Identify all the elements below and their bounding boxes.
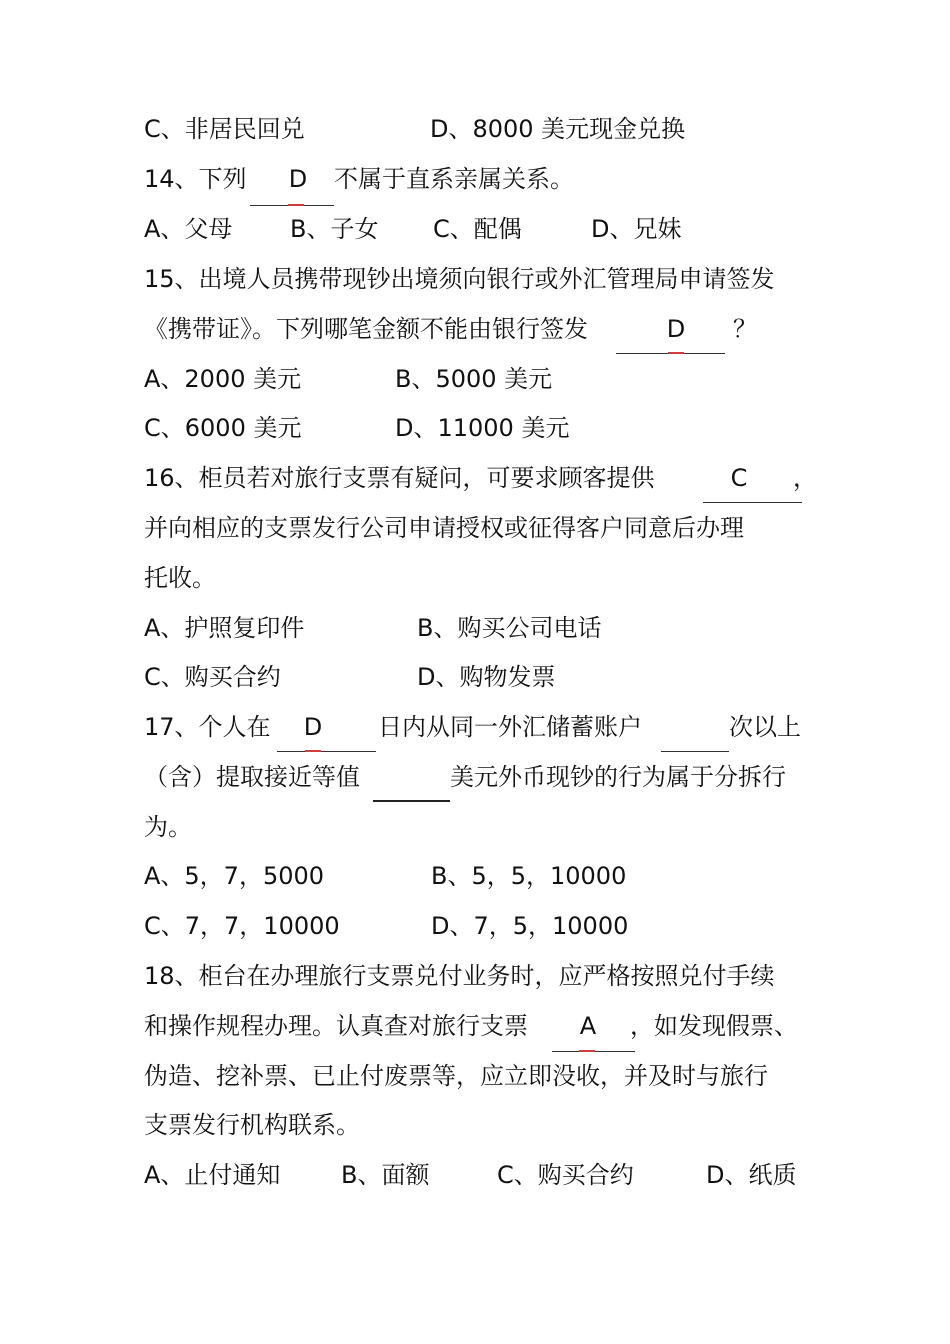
q18-stem-line2-tail: ，如发现假票、 (630, 1012, 798, 1040)
q18-answer-blank (552, 1051, 635, 1052)
q16-answer-blank (703, 502, 802, 503)
q17-blank-times (661, 751, 729, 752)
q18-option-c: C、购买合约 (497, 1161, 634, 1189)
q16-stem-line2: 并向相应的支票发行公司申请授权或征得客户同意后办理 (144, 514, 744, 542)
q16-option-b: B、购买公司电话 (417, 614, 602, 642)
q14-stem-tail: 不属于直系亲属关系。 (334, 165, 574, 193)
q16-option-d: D、购物发票 (417, 663, 556, 691)
q13-option-c: C、非居民回兑 (144, 115, 305, 143)
q14-stem: 14、下列 (144, 165, 247, 193)
q16-answer: C (730, 464, 748, 492)
q15-stem-line1: 15、出境人员携带现钞出境须向银行或外汇管理局申请签发 (144, 265, 775, 293)
q18-option-d: D、纸质 (706, 1161, 797, 1189)
q17-option-c: C、7，7，10000 (144, 912, 340, 940)
q18-stem-line1: 18、柜台在办理旅行支票兑付业务时，应严格按照兑付手续 (144, 962, 775, 990)
q18-option-b: B、面额 (341, 1161, 430, 1189)
q18-stem-line4: 支票发行机构联系。 (144, 1111, 360, 1139)
q18-option-a: A、止付通知 (144, 1161, 281, 1189)
q17-stem-mid: 日内从同一外汇储蓄账户 (378, 713, 642, 741)
q18-stem-line2: 和操作规程办理。认真查对旅行支票 (144, 1012, 528, 1040)
q14-option-c: C、配偶 (433, 215, 522, 243)
q17-stem-line2: （含）提取接近等值 (144, 763, 360, 791)
q16-option-c: C、购买合约 (144, 663, 281, 691)
q14-option-b: B、子女 (290, 215, 379, 243)
q15-stem-line2: 《携带证》。下列哪笔金额不能由银行签发 (144, 315, 588, 343)
q15-option-b: B、5000 美元 (395, 365, 553, 393)
q17-stem-line3: 为。 (144, 813, 192, 841)
q17-answer: D (303, 713, 323, 741)
q16-stem-line3: 托收。 (144, 564, 216, 592)
q16-option-a: A、护照复印件 (144, 614, 305, 642)
q17-stem-tail: 次以上 (729, 713, 801, 741)
q17-option-b: B、5，5，10000 (431, 862, 627, 890)
q15-stem-tail: ？ (733, 315, 757, 343)
q18-stem-line3: 伪造、挖补票、已止付废票等，应立即没收，并及时与旅行 (144, 1062, 768, 1090)
q17-blank-days (277, 751, 376, 752)
q17-option-a: A、5，7，5000 (144, 862, 325, 890)
q15-answer: D (666, 315, 686, 343)
q15-option-c: C、6000 美元 (144, 414, 302, 442)
q17-stem-line1: 17、个人在 (144, 713, 271, 741)
q14-option-a: A、父母 (144, 215, 233, 243)
q17-blank-amount (373, 800, 450, 802)
q17-option-d: D、7，5，10000 (431, 912, 629, 940)
q15-option-d: D、11000 美元 (395, 414, 570, 442)
q18-answer: A (579, 1012, 597, 1040)
q14-answer-blank (250, 205, 334, 206)
q15-option-a: A、2000 美元 (144, 365, 302, 393)
q16-stem-line1: 16、柜员若对旅行支票有疑问，可要求顾客提供 (144, 464, 655, 492)
q15-answer-blank (616, 353, 725, 354)
q13-option-d: D、8000 美元现金兑换 (430, 115, 686, 143)
q16-stem-comma: ， (793, 464, 817, 492)
q14-answer: D (288, 165, 308, 193)
q17-stem-line2-tail: 美元外币现钞的行为属于分拆行 (450, 763, 786, 791)
q14-option-d: D、兄妹 (591, 215, 682, 243)
